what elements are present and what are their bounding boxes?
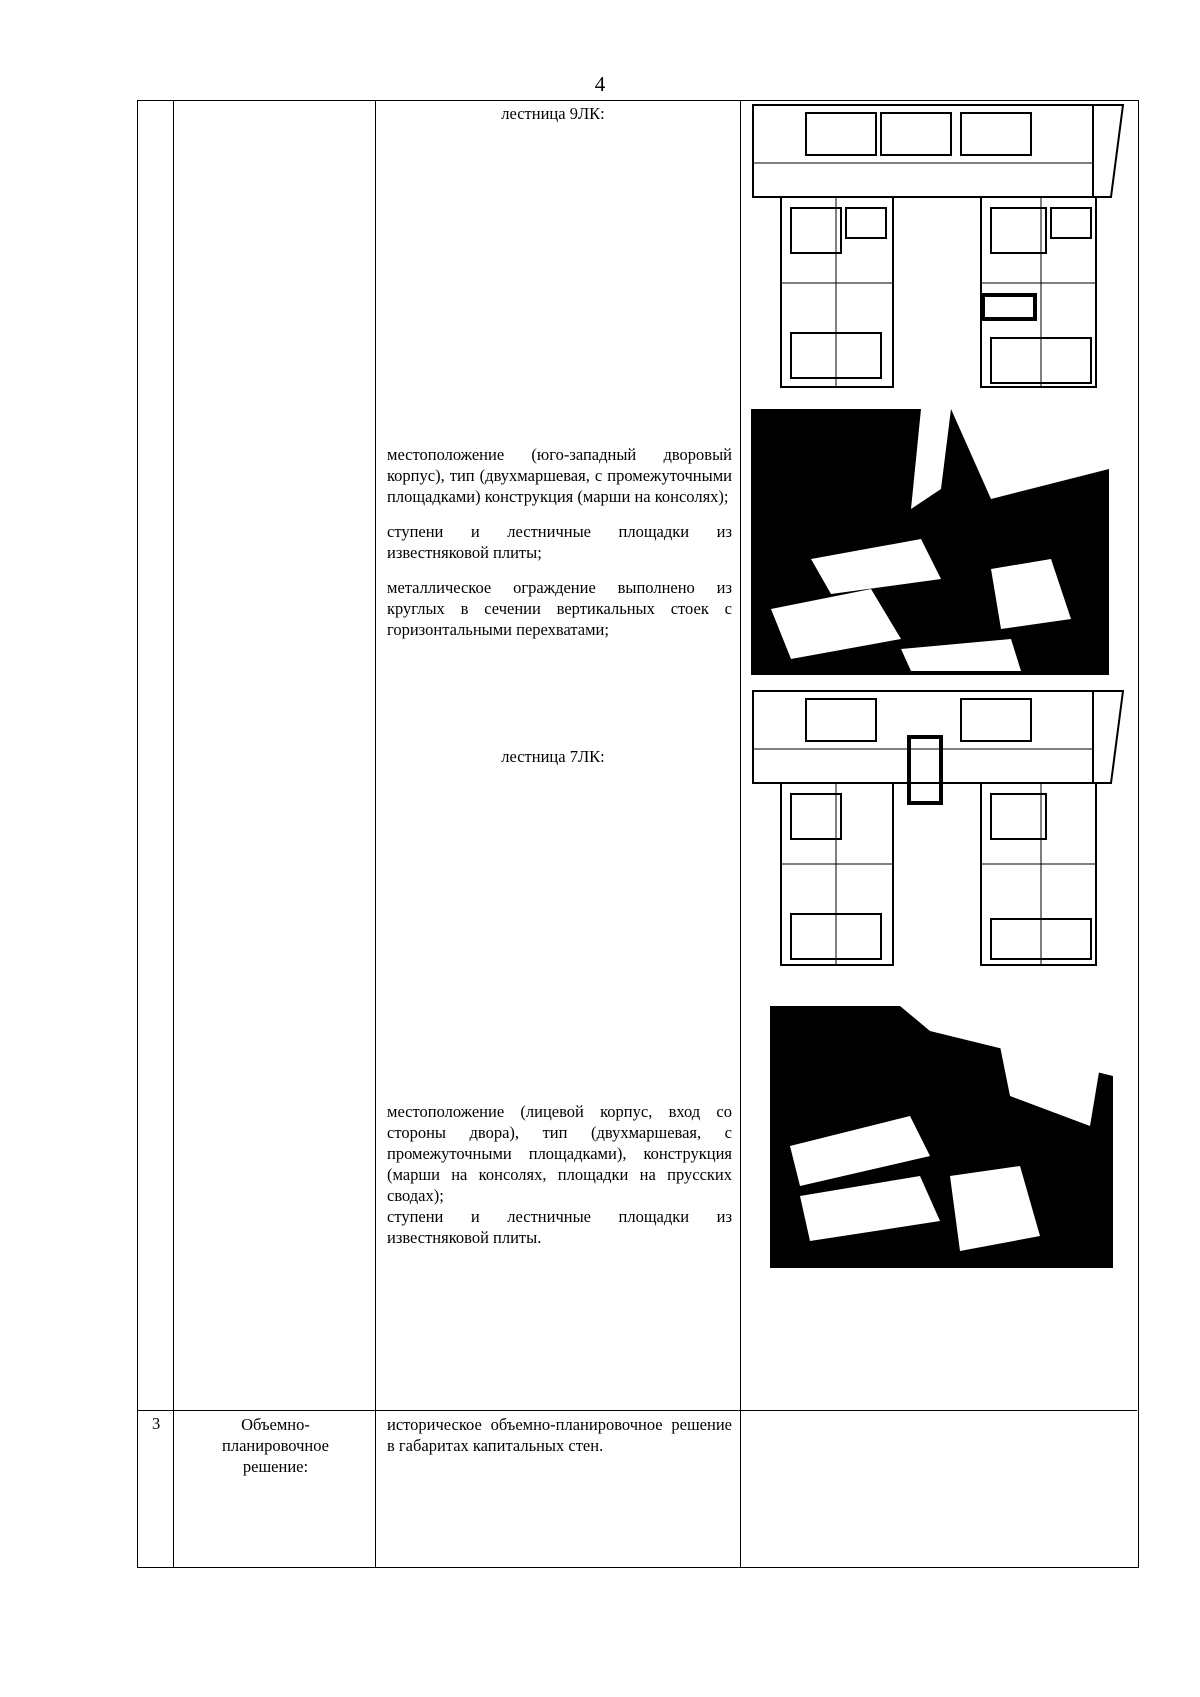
column-divider (173, 101, 174, 1567)
paragraph: ступени и лестничные площадки из известняковой плиты. (387, 1207, 732, 1247)
floor-plan-9lk (751, 103, 1126, 393)
staircase-7lk-description (387, 1101, 732, 1262)
paragraph: местоположение (лицевой корпус, вход со стороны двора), тип (двухмаршевая, с промежуточными площадками), конструкция (марши на консолях, площадки на прусских сводах); (387, 1102, 732, 1205)
photo-staircase-7lk (770, 1006, 1113, 1268)
paragraph: ступени и лестничные площадки из известняковой плиты; (387, 522, 732, 562)
photo-staircase-9lk (751, 409, 1109, 675)
row-description: историческое объемно-планировочное решение в габаритах капитальных стен. (387, 1415, 732, 1455)
page-number: 4 (594, 72, 606, 96)
row-number: 3 (152, 1414, 161, 1433)
paragraph: металлическое ограждение выполнено из круглых в сечении вертикальных стоек с горизонтальными перехватами; (387, 578, 732, 639)
column-divider (740, 101, 741, 1567)
row-divider (138, 1410, 1137, 1411)
staircase-7lk-heading: лестница 7ЛК: (501, 747, 605, 766)
heritage-table (137, 100, 1139, 1568)
photo-image (770, 1006, 1113, 1268)
floor-plan-7lk (751, 689, 1126, 971)
column-divider (375, 101, 376, 1567)
floor-plan-drawing (751, 103, 1126, 393)
floor-plan-drawing (751, 689, 1126, 971)
paragraph: местоположение (юго-западный дворовый корпус), тип (двухмаршевая, с промежуточными площадками) конструкция (марши на консолях); (387, 445, 732, 506)
staircase-9lk-heading: лестница 9ЛК: (501, 104, 605, 123)
staircase-9lk-description (387, 444, 732, 654)
row-title: Объемно-планировочное решение: (222, 1415, 329, 1476)
photo-image (751, 409, 1109, 675)
